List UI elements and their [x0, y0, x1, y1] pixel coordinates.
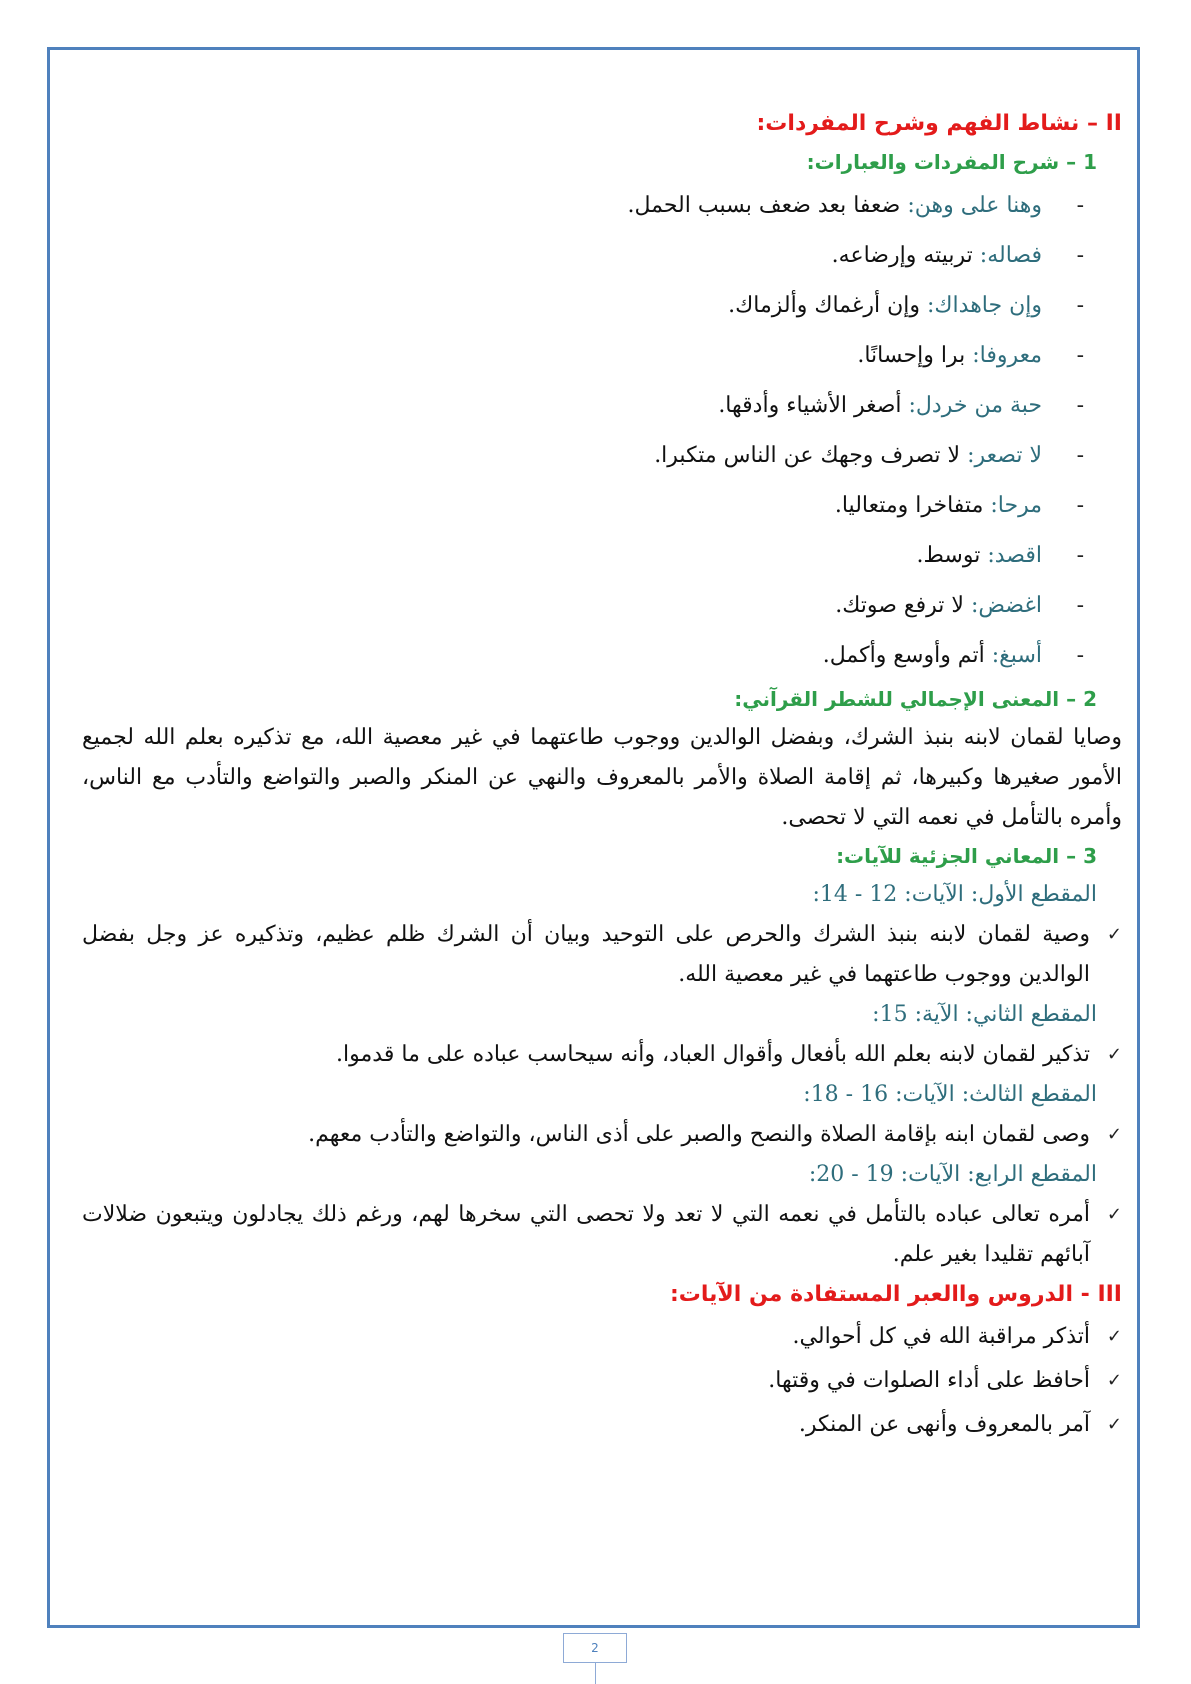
summary-heading: 2 – المعنى الإجمالي للشطر القرآني: — [734, 687, 1097, 711]
check-icon: ✓ — [1106, 1326, 1122, 1347]
vocab-heading: 1 – شرح المفردات والعبارات: — [806, 150, 1097, 174]
segment-label: المقطع الثاني: الآية: 15: — [872, 1002, 1097, 1027]
dash-bullet: - — [1076, 193, 1084, 218]
vocab-definition: تربيته وإرضاعه. — [831, 243, 980, 268]
lesson-text: أتذكر مراقبة الله في كل أحوالي. — [792, 1324, 1090, 1349]
vocab-definition: أتم وأوسع وأكمل. — [822, 643, 992, 668]
lesson-item — [82, 1403, 1122, 1447]
vocab-item — [82, 231, 1084, 281]
vocab-term: حبة من خردل: — [908, 393, 1042, 418]
segment-text: وصية لقمان لابنه بنبذ الشرك والحرص على التوحيد وبيان أن الشرك ظلم عظيم، وتذكيره عز وجل بفضل الوالدين ووجوب طاعتهما في غير معصية الله. — [82, 922, 1090, 987]
vocab-definition: برا وإحسانًا. — [857, 343, 973, 368]
segment-text: أمره تعالى عباده بالتأمل في نعمه التي لا تعد ولا تحصى التي سخرها لهم، ورغم ذلك يجادلون ويتبعون ضلالات آبائهم تقليدا بغير علم. — [82, 1202, 1090, 1267]
segment-text: تذكير لقمان لابنه بعلم الله بأفعال وأقوال العباد، وأنه سيحاسب عباده على ما قدموا. — [336, 1042, 1090, 1067]
check-icon: ✓ — [1106, 1414, 1122, 1435]
vocab-item — [82, 181, 1084, 231]
dash-bullet: - — [1076, 293, 1084, 318]
vocab-definition: متفاخرا ومتعاليا. — [834, 493, 991, 518]
segment-label: المقطع الأول: الآيات: 12 - 14: — [812, 882, 1097, 907]
segment-item — [82, 1035, 1122, 1075]
vocab-item — [82, 631, 1084, 681]
vocab-term: اغضض: — [970, 593, 1042, 618]
lesson-text: آمر بالمعروف وأنهى عن المنكر. — [798, 1412, 1090, 1437]
vocab-list — [82, 181, 1122, 681]
section3-heading: III - الدروس واالعبر المستفادة من الآيات: — [669, 1282, 1122, 1307]
vocab-term: معروفا: — [972, 343, 1042, 368]
dash-bullet: - — [1076, 393, 1084, 418]
vocab-term: وإن جاهداك: — [927, 293, 1042, 318]
dash-bullet: - — [1076, 543, 1084, 568]
section2-heading: II – نشاط الفهم وشرح المفردات: — [756, 111, 1122, 136]
segment-text: وصى لقمان ابنه بإقامة الصلاة والنصح والصبر على أذى الناس، والتواضع والتأدب معهم. — [308, 1122, 1090, 1147]
partial-meanings-heading: 3 – المعاني الجزئية للآيات: — [836, 844, 1097, 868]
lessons-list — [82, 1315, 1122, 1447]
vocab-definition: لا تصرف وجهك عن الناس متكبرا. — [654, 443, 968, 468]
vocab-item — [82, 481, 1084, 531]
check-icon: ✓ — [1106, 924, 1122, 945]
segment-item — [82, 915, 1122, 995]
vocab-definition: أصغر الأشياء وأدقها. — [718, 393, 909, 418]
page-number-tick — [595, 1663, 596, 1684]
page-number: 2 — [563, 1633, 627, 1663]
check-icon: ✓ — [1106, 1124, 1122, 1145]
document-body — [82, 104, 1122, 1447]
segment-label: المقطع الرابع: الآيات: 19 - 20: — [808, 1162, 1097, 1187]
dash-bullet: - — [1076, 643, 1084, 668]
vocab-item — [82, 531, 1084, 581]
segment-item — [82, 1115, 1122, 1155]
vocab-term: مرحا: — [990, 493, 1042, 518]
vocab-item — [82, 381, 1084, 431]
summary-paragraph: وصايا لقمان لابنه بنبذ الشرك، وبفضل الوالدين ووجوب طاعتهما في غير معصية الله، مع تذكيره بعلم الله لجميع الأمور صغيرها وكبيرها، ثم إقامة الصلاة والأمر بالمعروف والنهي عن المنكر والصبر والتواضع والتأدب مع الناس، وأمره بالتأمل في نعمه التي لا تحصى. — [82, 725, 1122, 830]
vocab-definition: ضعفا بعد ضعف بسبب الحمل. — [627, 193, 908, 218]
vocab-term: فصاله: — [979, 243, 1042, 268]
lesson-text: أحافظ على أداء الصلوات في وقتها. — [768, 1368, 1090, 1393]
vocab-term: أسبغ: — [991, 643, 1042, 668]
vocab-definition: توسط. — [916, 543, 988, 568]
vocab-definition: وإن أرغماك وألزماك. — [728, 293, 927, 318]
dash-bullet: - — [1076, 443, 1084, 468]
check-icon: ✓ — [1106, 1370, 1122, 1391]
dash-bullet: - — [1076, 593, 1084, 618]
check-icon: ✓ — [1106, 1204, 1122, 1225]
segment-item — [82, 1195, 1122, 1275]
vocab-definition: لا ترفع صوتك. — [835, 593, 971, 618]
check-icon: ✓ — [1106, 1044, 1122, 1065]
vocab-term: وهنا على وهن: — [907, 193, 1042, 218]
dash-bullet: - — [1076, 343, 1084, 368]
lesson-item — [82, 1315, 1122, 1359]
segment-label: المقطع الثالث: الآيات: 16 - 18: — [803, 1082, 1097, 1107]
lesson-item — [82, 1359, 1122, 1403]
vocab-term: لا تصعر: — [967, 443, 1042, 468]
vocab-item — [82, 431, 1084, 481]
dash-bullet: - — [1076, 243, 1084, 268]
segments-list — [82, 875, 1122, 1275]
vocab-term: اقصد: — [987, 543, 1042, 568]
vocab-item — [82, 581, 1084, 631]
dash-bullet: - — [1076, 493, 1084, 518]
vocab-item — [82, 331, 1084, 381]
vocab-item — [82, 281, 1084, 331]
